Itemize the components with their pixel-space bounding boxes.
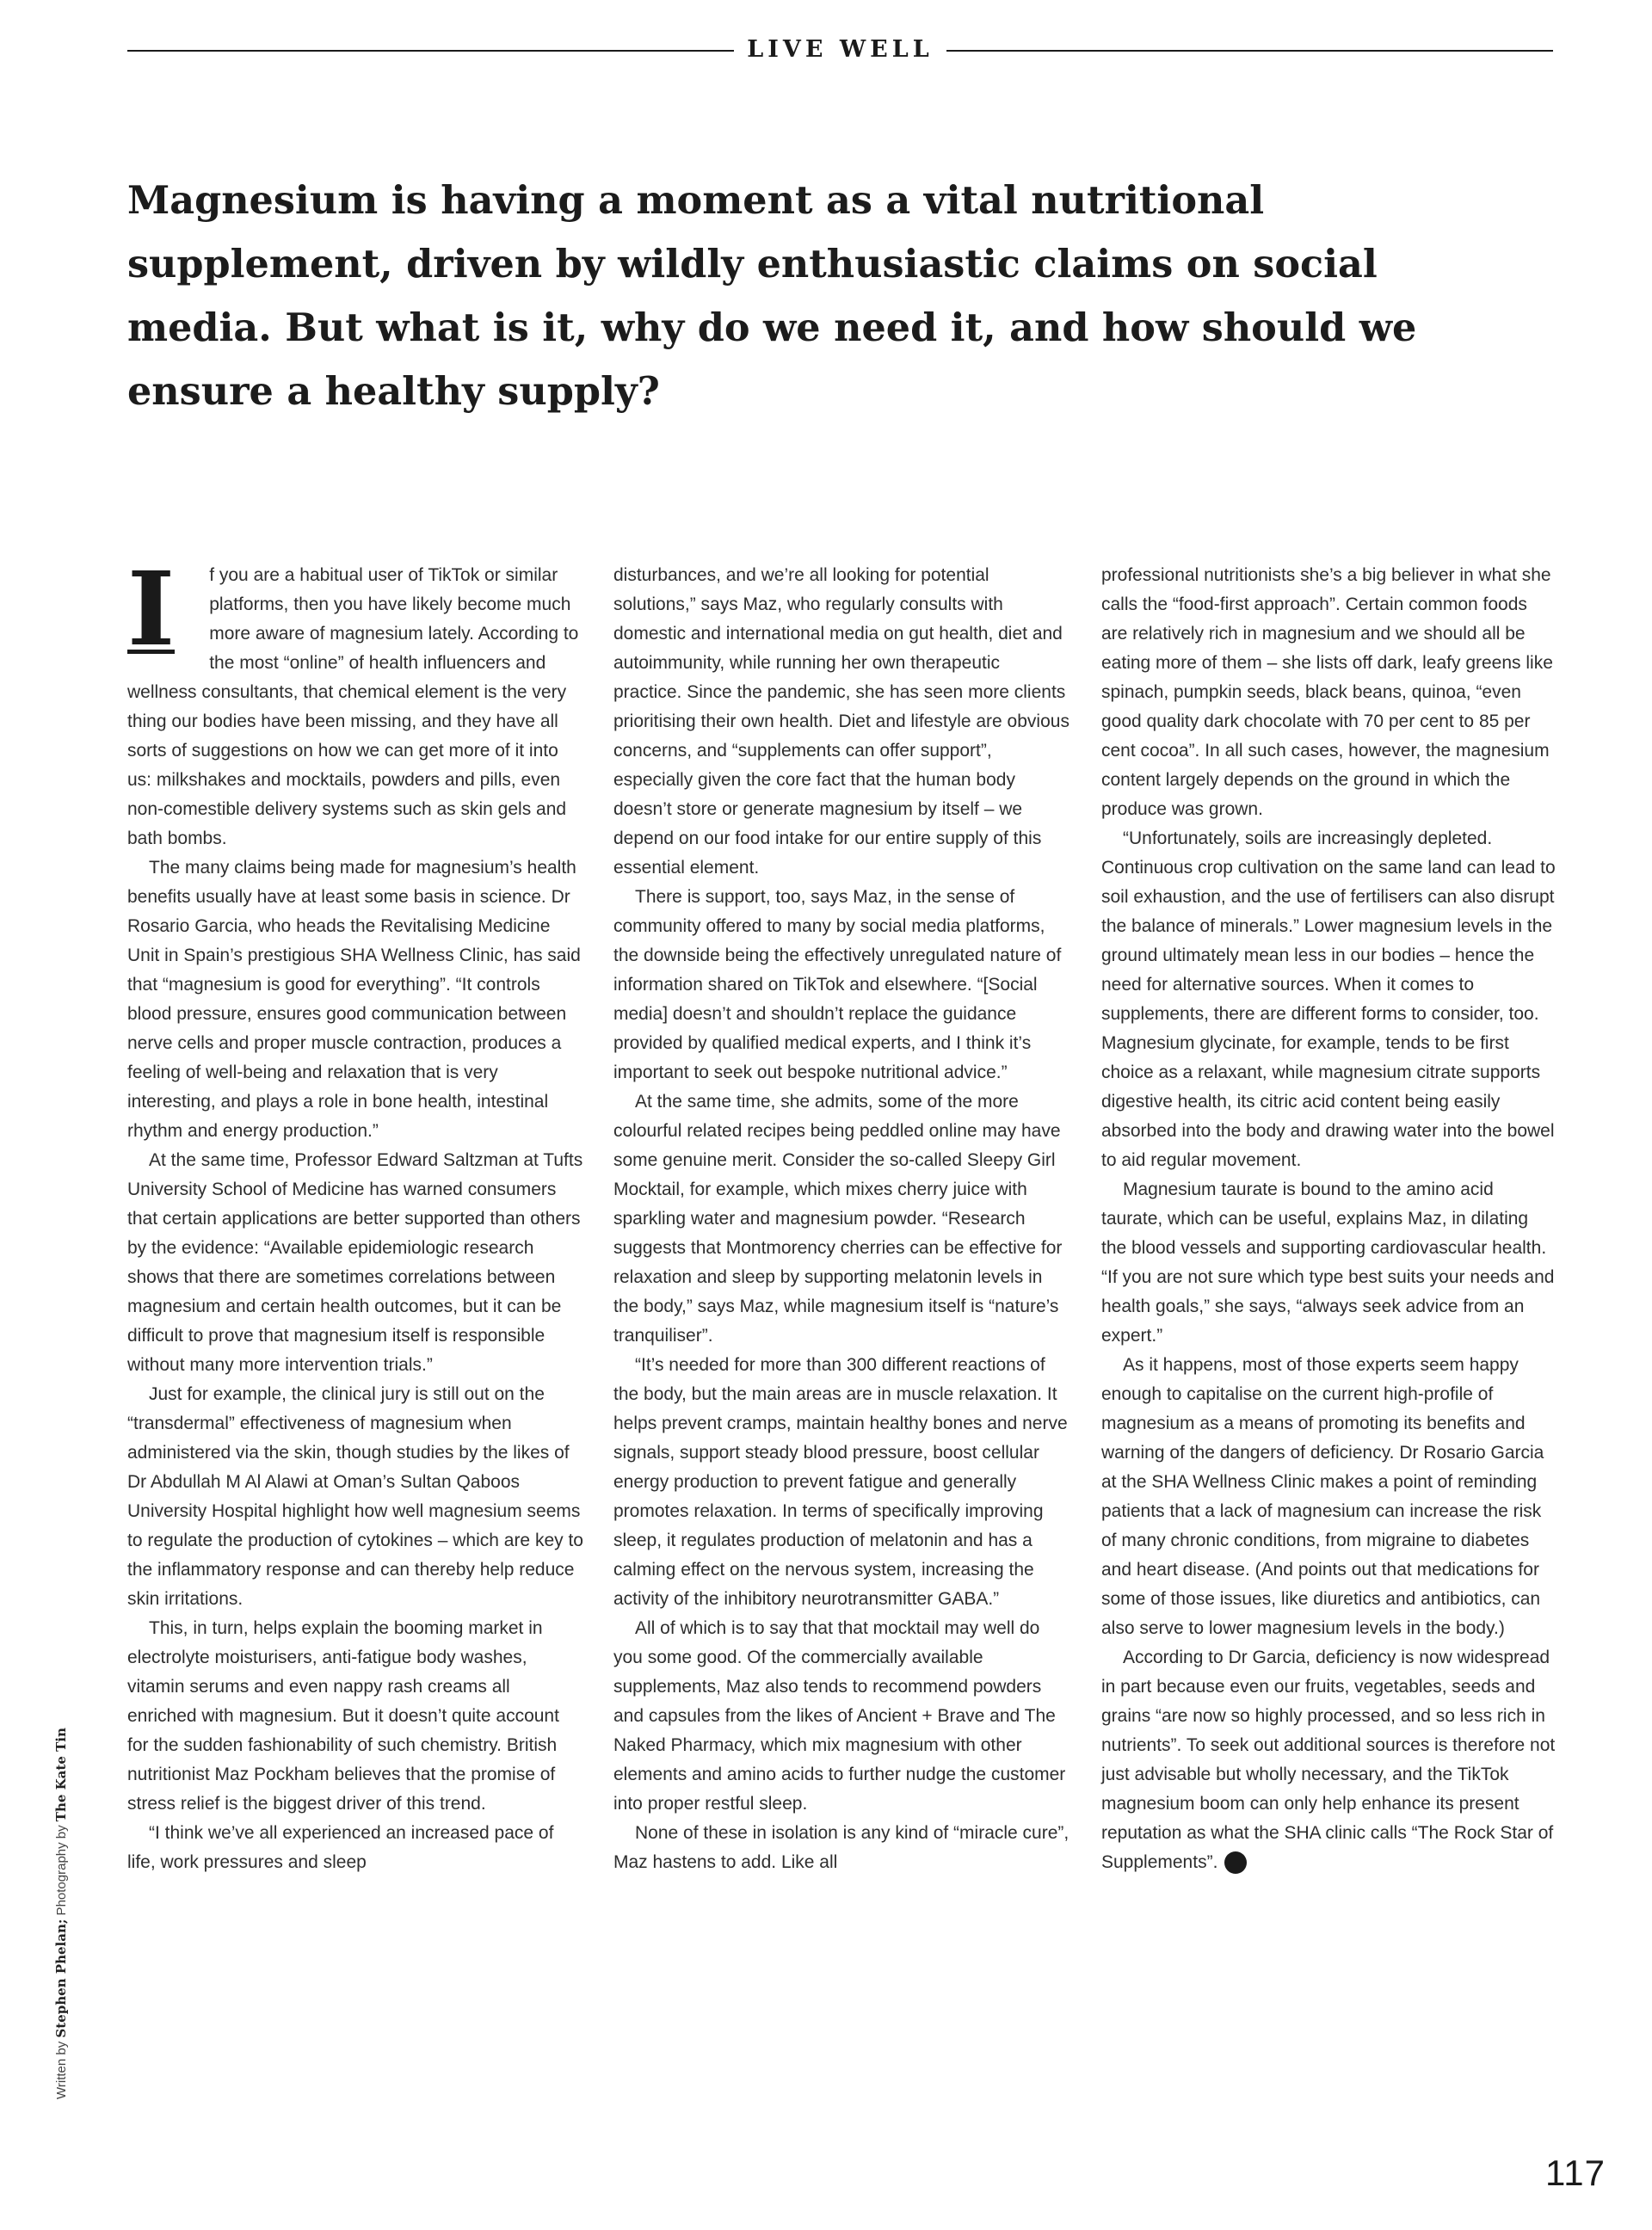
article-column-2	[613, 561, 1069, 1877]
article-paragraph: Magnesium taurate is bound to the amino acid taurate, which can be useful, explains Maz, in dilating the blood vessels and supporting cardiovascular health. “If you are not sure which type best suits your needs and health goals,” she says, “always seek advice from an expert.”	[1101, 1180, 1555, 1346]
article-column-3	[1101, 561, 1557, 1877]
article-paragraph: The many claims being made for magnesium’s health benefits usually have at least some basis in science. Dr Rosario Garcia, who heads the Revitalising Medicine Unit in Spain’s prestigious SHA Wellness Clinic, has said that “magnesium is good for everything”. “It controls blood pressure, ensures good communication between nerve cells and proper muscle contraction, produces a feeling of well-being and relaxation that is very interesting, and plays a role in bone health, intestinal rhythm and energy production.”	[127, 858, 581, 1141]
article-paragraph: As it happens, most of those experts seem happy enough to capitalise on the current high-profile of magnesium as a means of promoting its benefits and warning of the dangers of deficiency. Dr Rosario Garcia at the SHA Wellness Clinic makes a point of reminding patients that a lack of magnesium can increase the risk of many chronic conditions, from migraine to diabetes and heart disease. (And points out that medications for some of those issues, like diuretics and antibiotics, can also serve to lower magnesium levels in the body.)	[1101, 1355, 1544, 1638]
section-label: LIVE WELL	[747, 36, 934, 63]
credit-photographer: The Kate Tin	[53, 1728, 69, 1822]
article-paragraph: All of which is to say that that mocktail may well do you some good. Of the commercially available supplements, Maz also tends to recommend powders and capsules from the likes of Ancient + Brave and The Naked Pharmacy, which mix magnesium with other elements and amino acids to further nudge the customer into proper restful sleep.	[613, 1618, 1066, 1814]
article-paragraph: “Unfortunately, soils are increasingly depleted. Continuous crop cultivation on the same land can lead to soil exhaustion, and the use of fertilisers can also disrupt the balance of minerals.” Lower magnesium levels in the ground ultimately mean less in our bodies – hence the need for alternative sources. When it comes to supplements, there are different forms to consider, too. Magnesium glycinate, for example, tends to be first choice as a relaxant, while magnesium citrate supports digestive health, its citric acid content being easily absorbed into the body and drawing water into the bowel to aid regular movement.	[1101, 829, 1556, 1170]
article-paragraph: At the same time, Professor Edward Saltzman at Tufts University School of Medicine has warned consumers that certain applications are better supported than others by the evidence: “Available epidemiologic research shows that there are sometimes correlations between magnesium and certain health outcomes, but it can be difficult to prove that magnesium itself is responsible without many more intervention trials.”	[127, 1150, 583, 1375]
article-paragraph: There is support, too, says Maz, in the sense of community offered to many by social media platforms, the downside being the effectively unregulated nature of information shared on TikTok and elsewhere. “[Social media] doesn’t and shouldn’t replace the guidance provided by qualified medical experts, and I think it’s important to seek out bespoke nutritional advice.”	[613, 887, 1062, 1082]
article-paragraph: Just for example, the clinical jury is still out on the “transdermal” effectiveness of magnesium when administered via the skin, though studies by the likes of Dr Abdullah M Al Alawi at Oman’s Sultan Qaboos University Hospital highlight how well magnesium seems to regulate the production of cytokines – which are key to the inflammatory response and can thereby help reduce skin irritations.	[127, 1384, 583, 1609]
end-mark-icon: Q	[1224, 1851, 1247, 1874]
credit-photo-prefix: Photography by	[54, 1825, 69, 1916]
article-paragraph: disturbances, and we’re all looking for potential solutions,” says Maz, who regularly consults with domestic and international media on gut health, diet and autoimmunity, while running her own therapeutic practice. Since the pandemic, she has seen more clients prioritising their own health. Diet and lifestyle are obvious concerns, and “supplements can offer support”, especially given the core fact that the human body doesn’t store or generate magnesium by itself – we depend on our food intake for our entire supply of this essential element.	[613, 565, 1069, 878]
article-paragraph	[127, 549, 583, 853]
article-paragraph	[1101, 1643, 1557, 1877]
paragraph-text: f you are a habitual user of TikTok or similar platforms, then you have likely become much more aware of magnesium lately. According to the most “online” of health influencers and wellness consultants, that chemical element is the very thing our bodies have been missing, and they have all sorts of suggestions on how we can get more of it into us: milkshakes and mocktails, powders and pills, even non-comestible delivery systems such as skin gels and bath bombs.	[127, 565, 579, 848]
credit-written-prefix: Written by	[54, 2041, 69, 2099]
article-column-1	[127, 549, 583, 1877]
credit-writer: Stephen Phelan	[53, 1924, 69, 2038]
article-paragraph: This, in turn, helps explain the booming market in electrolyte moisturisers, anti-fatigue body washes, vitamin serums and even nappy rash creams all enriched with magnesium. But it doesn’t quite account for the sudden fashionability of such chemistry. British nutritionist Maz Pockham believes that the promise of stress relief is the biggest driver of this trend.	[127, 1618, 559, 1814]
standfirst: Magnesium is having a moment as a vital nutritional supplement, driven by wildly enthusiastic claims on social media. But what is it, why do we need it, and how should we ensure a healthy supply?	[127, 178, 1417, 414]
drop-cap: I	[127, 549, 176, 668]
article-paragraph: None of these in isolation is any kind of “miracle cure”, Maz hastens to add. Like all	[613, 1823, 1069, 1872]
header-rule-left	[127, 50, 734, 52]
photo-credit: Written by Stephen Phelan; Photography by The Kate Tin	[53, 1728, 69, 2099]
article-paragraph: “It’s needed for more than 300 different reactions of the body, but the main areas are in muscle relaxation. It helps prevent cramps, maintain healthy bones and nerve signals, support steady blood pressure, boost cellular energy production to prevent fatigue and generally promotes relaxation. In terms of specifically improving sleep, it regulates production of melatonin and has a calming effect on the nervous system, increasing the activity of the inhibitory neurotransmitter GABA.”	[613, 1355, 1068, 1609]
header-rule-right	[946, 50, 1553, 52]
paragraph-text: According to Dr Garcia, deficiency is now widespread in part because even our fruits, vegetables, seeds and grains “are now so highly processed, and so less rich in nutrients”. To seek out additional sources is therefore not just advisable but wholly necessary, and the TikTok magnesium boom can only help enhance its present reputation as what the SHA clinic calls “The Rock Star of Supplements”.	[1101, 1648, 1556, 1872]
article-paragraph: At the same time, she admits, some of the more colourful related recipes being peddled online may have some genuine merit. Consider the so-called Sleepy Girl Mocktail, for example, which mixes cherry juice with sparkling water and magnesium powder. “Research suggests that Montmorency cherries can be effective for relaxation and sleep by supporting melatonin levels in the body,” says Maz, while magnesium itself is “nature’s tranquiliser”.	[613, 1092, 1063, 1346]
article-paragraph: professional nutritionists she’s a big believer in what she calls the “food-first approach”. Certain common foods are relatively rich in magnesium and we should all be eating more of them – she lists off dark, leafy greens like spinach, pumpkin seeds, black beans, quinoa, “even good quality dark chocolate with 70 per cent to 85 per cent cocoa”. In all such cases, however, the magnesium content largely depends on the ground in which the produce was grown.	[1101, 565, 1553, 819]
article-paragraph: “I think we’ve all experienced an increased pace of life, work pressures and sleep	[127, 1823, 554, 1872]
page-number: 117	[1545, 2153, 1606, 2193]
